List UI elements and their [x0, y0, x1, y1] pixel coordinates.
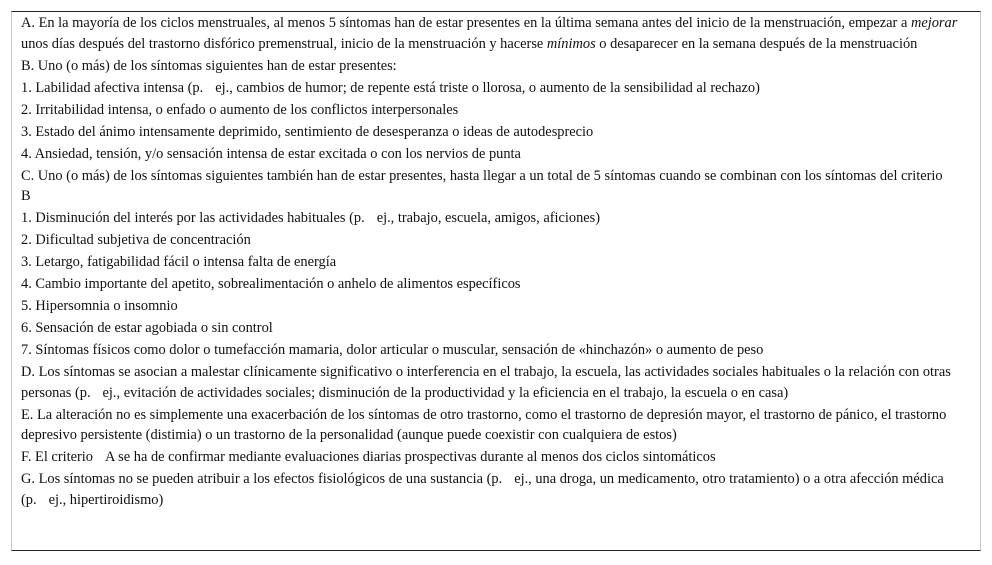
criterion-a-text-3: o desaparecer en la semana después de la menstruación — [595, 35, 918, 52]
criterion-e: E. La alteración no es simplemente una exacerbación de los síntomas de otro trastorno, como el trastorno de depresión mayor, el trastorno de pánico, el trastorno depresivo persistente (distimia) o un trastorno de la personalidad (aunque puede coexistir con cualquiera de estos) — [21, 406, 947, 443]
criterion-d-text-a: D. Los síntomas se asocian a malestar clínicamente significativo o interferencia en el trabajo, la escuela, las actividades sociales habituales o la relación con otras personas (p. — [21, 364, 951, 401]
criterion-b-item-1 — [21, 78, 961, 99]
criterion-c-heading-text: C. Uno (o más) de los síntomas siguientes también han de estar presentes, hasta llegar a un total de 5 síntomas cuando se combinan con los síntomas del criterio — [21, 167, 943, 184]
criterion-b-item-1-text-b: ej., cambios de humor; de repente está triste o llorosa, o aumento de la sensibilidad al rechazo) — [215, 79, 760, 96]
criterion-a — [21, 13, 961, 54]
criterion-f-text-a: F. El criterio — [21, 449, 93, 465]
criterion-c-heading — [21, 166, 961, 207]
criterion-b-heading: B. Uno (o más) de los síntomas siguientes han de estar presentes: — [21, 57, 397, 74]
criterion-g — [21, 469, 961, 510]
criterion-c-item-7: 7. Síntomas físicos como dolor o tumefacción mamaria, dolor articular o muscular, sensación de «hinchazón» o aumento de peso — [21, 342, 764, 358]
criterion-c-item-1-text-a: 1. Disminución del interés por las actividades habituales (p. — [21, 210, 365, 226]
criterion-g-text-b: ej., una droga, un medicamento, otro tratamiento) o a otra afección médica (p. — [21, 471, 944, 508]
criterion-b-item-3: 3. Estado del ánimo intensamente deprimido, sentimiento de desesperanza o ideas de autodesprecio — [21, 123, 594, 140]
criterion-d — [21, 362, 961, 403]
criterion-a-emphasis-mejorar: mejorar — [910, 15, 958, 31]
criterion-c-item-1 — [21, 208, 961, 229]
criterion-a-emphasis-minimos: mínimos — [546, 35, 596, 52]
criterion-c-heading-ref: B — [21, 188, 31, 204]
criterion-g-text-a: G. Los síntomas no se pueden atribuir a los efectos fisiológicos de una sustancia (p. — [21, 471, 503, 487]
criterion-c-item-5: 5. Hipersomnia o insomnio — [21, 298, 178, 314]
criterion-f — [21, 447, 961, 468]
criterion-c-item-4: 4. Cambio importante del apetito, sobrealimentación o anhelo de alimentos específicos — [21, 276, 521, 292]
criteria-list — [21, 13, 961, 512]
criterion-a-text-1: A. En la mayoría de los ciclos menstruales, al menos 5 síntomas han de estar presentes en la última semana antes del inicio de la menstruación, empezar a — [21, 15, 911, 31]
criterion-c-item-6: 6. Sensación de estar agobiada o sin control — [21, 320, 273, 336]
criterion-b-item-1-text-a: 1. Labilidad afectiva intensa (p. — [21, 79, 204, 96]
criterion-c-item-3: 3. Letargo, fatigabilidad fácil o intensa falta de energía — [21, 254, 337, 270]
criterion-c-item-2: 2. Dificultad subjetiva de concentración — [21, 232, 251, 248]
criterion-b-item-2: 2. Irritabilidad intensa, o enfado o aumento de los conflictos interpersonales — [21, 101, 459, 118]
criterion-b-item-4: 4. Ansiedad, tensión, y/o sensación intensa de estar excitada o con los nervios de punta — [21, 145, 521, 162]
criterion-c-item-1-text-b: ej., trabajo, escuela, amigos, aficiones) — [376, 210, 601, 226]
criterion-f-text-b: A se ha de confirmar mediante evaluaciones diarias prospectivas durante al menos dos ciclos sintomáticos — [104, 449, 716, 465]
criterion-d-text-b: ej., evitación de actividades sociales; disminución de la productividad y la eficiencia en el trabajo, la escuela o en casa) — [102, 384, 789, 401]
criterion-g-text-c: ej., hipertiroidismo) — [48, 491, 164, 508]
criterion-a-text-2: unos días después del trastorno disfórico premenstrual, inicio de la menstruación y hacerse — [21, 35, 547, 52]
